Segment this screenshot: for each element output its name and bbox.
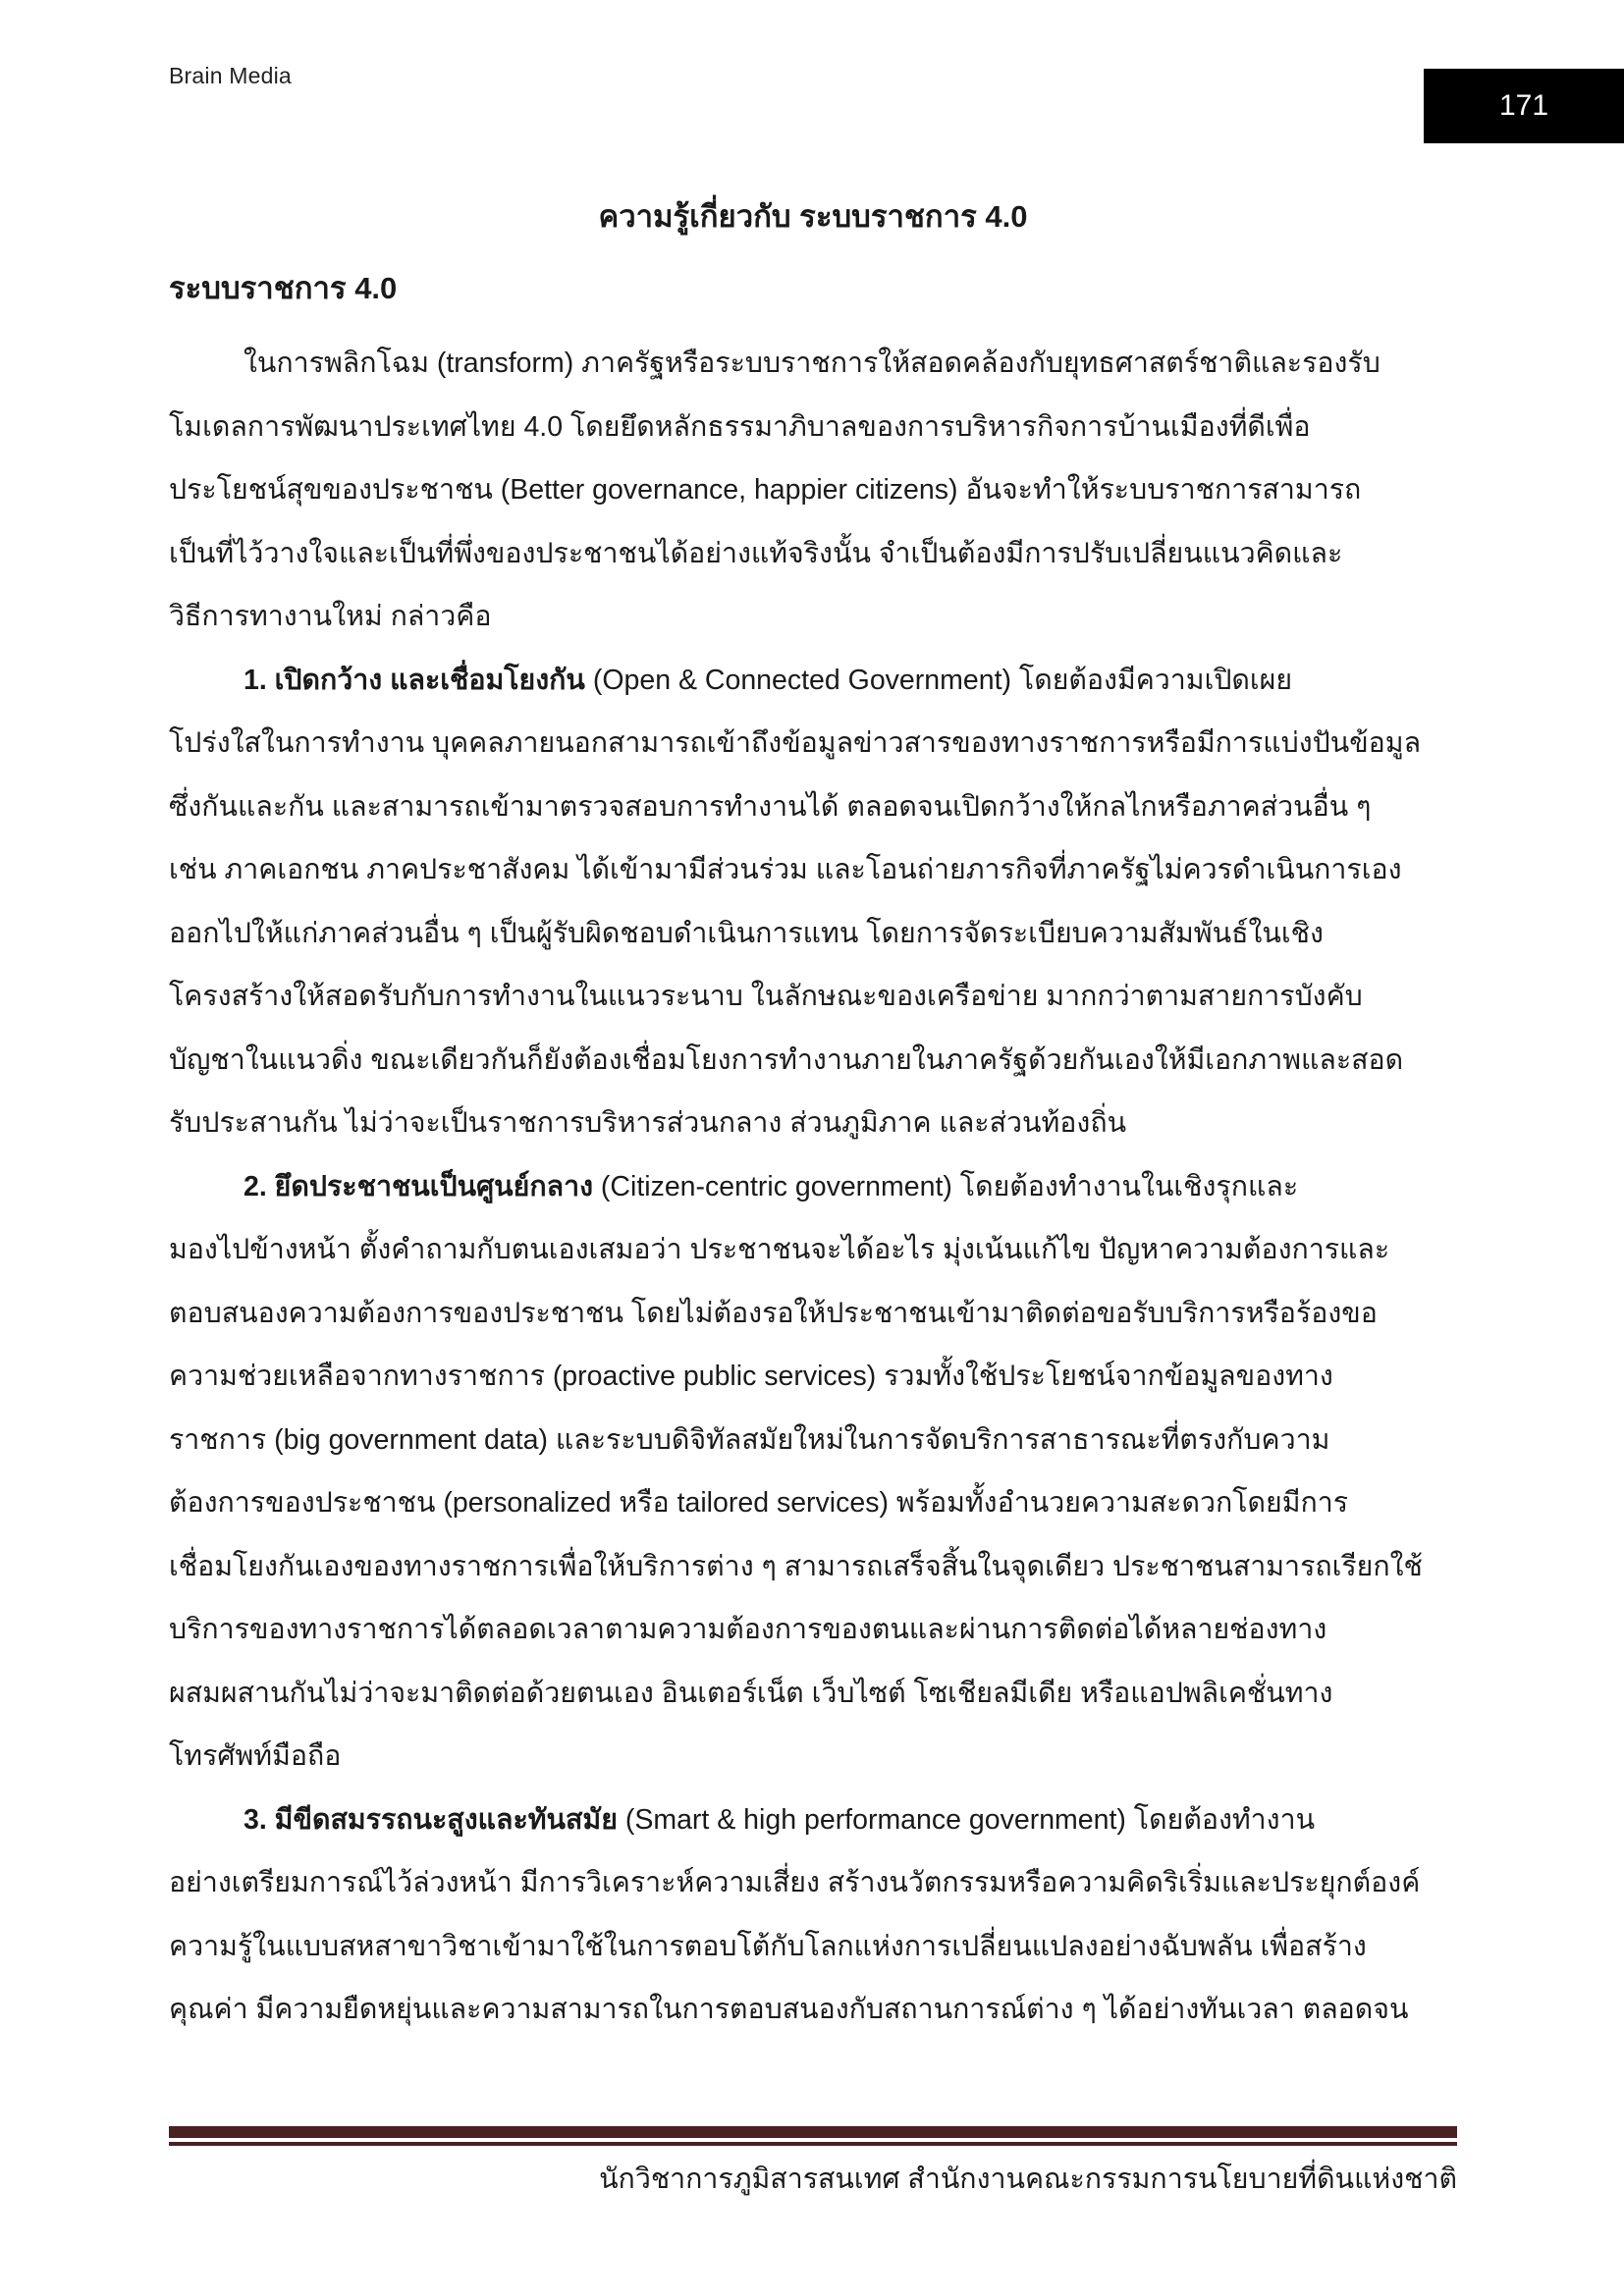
body-line-text-run: เชื่อมโยงกันเองของทางราชการเพื่อให้บริการต่าง ๆ สามารถเสร็จสิ้นในจุดเดียว ประชาชนสามารถเรียกใช้ — [169, 1550, 1423, 1582]
body-line — [169, 965, 1461, 1029]
body-line-text-run: ออกไปให้แก่ภาคส่วนอื่น ๆ เป็นผู้รับผิดชอบดำเนินการแทน โดยการจัดระเบียบความสัมพันธ์ในเชิง — [169, 917, 1324, 949]
body-line-text-run: ตอบสนองความต้องการของประชาชน โดยไม่ต้องรอให้ประชาชนเข้ามาติดต่อขอรับบริการหรือร้องขอ — [169, 1297, 1378, 1329]
body-line-text-run: ประโยชน์สุขของประชาชน (Better governance, happier citizens) อันจะทำให้ระบบราชการสามารถ — [169, 474, 1362, 506]
body-line-text-run: มองไปข้างหน้า ตั้งคำถามกับตนเองเสมอว่า ประชาชนจะได้อะไร มุ่งเน้นแก้ไข ปัญหาความต้องการและ — [169, 1234, 1390, 1265]
body-line — [169, 1915, 1461, 1979]
body-line-text-run: อย่างเตรียมการณ์ไว้ล่วงหน้า มีการวิเคราะห์ความเสี่ยง สร้างนวัตกรรมหรือความคิดริเริ่มและประยุกต์องค์ — [169, 1867, 1421, 1898]
body-line-text-run: คุณค่า มีความยืดหยุ่นและความสามารถในการตอบสนองกับสถานการณ์ต่าง ๆ ได้อย่างทันเวลา ตลอดจน — [169, 1994, 1409, 2025]
body-line-text-run: ซึ่งกันและกัน และสามารถเข้ามาตรวจสอบการทำงานได้ ตลอดจนเปิดกว้างให้กลไกหรือภาคส่วนอื่น ๆ — [169, 790, 1372, 823]
body-line-text-run: (Smart & high performance government) โดยต้องทำงาน — [617, 1803, 1316, 1836]
body-line-text-run: โปร่งใสในการทำงาน บุคคลภายนอกสามารถเข้าถึงข้อมูลข่าวสารของทางราชการหรือมีการแบ่งปันข้อมูล — [169, 727, 1422, 759]
body-line — [169, 712, 1461, 775]
body-line — [169, 1725, 1461, 1789]
body-line-text-run: ในการพลิกโฉม (transform) ภาครัฐหรือระบบราชการให้สอดคล้องกับยุทธศาสตร์ชาติและรองรับ — [244, 347, 1380, 379]
body-line — [169, 1598, 1461, 1662]
body-line — [169, 332, 1461, 396]
body-line — [169, 1662, 1461, 1726]
body-line-text-run: ต้องการของประชาชน (personalized หรือ tailored services) พร้อมทั้งอำนวยความสะดวกโดยมีการ — [169, 1487, 1349, 1519]
body-line-text-run: ผสมผสานกันไม่ว่าจะมาติดต่อด้วยตนเอง อินเตอร์เน็ต เว็บไซต์ โซเชียลมีเดีย หรือแอปพลิเคชั่นทาง — [169, 1677, 1333, 1709]
body-line-bold-run: 3. มีขีดสมรรถนะสูงและทันสมัย — [244, 1803, 618, 1836]
body-line-text-run: (Open & Connected Government) โดยต้องมีความเปิดเผย — [584, 664, 1293, 696]
body-line-text-run: เช่น ภาคเอกชน ภาคประชาสังคม ได้เข้ามามีส่วนร่วม และโอนถ่ายภารกิจที่ภาครัฐไม่ควรดำเนินการเอง — [169, 854, 1402, 885]
footer-credit: นักวิชาการภูมิสารสนเทศ สำนักงานคณะกรรมการนโยบายที่ดินแห่งชาติ — [599, 2163, 1457, 2195]
brand-label: Brain Media — [169, 63, 292, 88]
body-line — [169, 396, 1461, 459]
body-line-bold-run: 1. เปิดกว้าง และเชื่อมโยงกัน — [244, 664, 585, 696]
body-line — [169, 838, 1461, 902]
body-line — [169, 1978, 1461, 2042]
body-line — [169, 1789, 1461, 1852]
body-line — [169, 1029, 1461, 1093]
page-number-box — [1424, 69, 1624, 143]
body-line-text-run: ความช่วยเหลือจากทางราชการ (proactive public services) รวมทั้งใช้ประโยชน์จากข้อมูลของทาง — [169, 1361, 1333, 1392]
page-number: 171 — [1498, 89, 1549, 122]
body-line-text-run: ความรู้ในแบบสหสาขาวิชาเข้ามาใช้ในการตอบโต้กับโลกแห่งการเปลี่ยนแปลงอย่างฉับพลัน เพื่อสร้าง — [169, 1930, 1367, 1962]
body-line — [169, 522, 1461, 586]
body-line — [169, 1535, 1461, 1599]
body-line-text-run: โครงสร้างให้สอดรับกับการทำงานในแนวระนาบ ในลักษณะของเครือข่าย มากกว่าตามสายการบังคับ — [169, 981, 1363, 1012]
body-line — [169, 775, 1461, 839]
body-line-text-run: ราชการ (big government data) และระบบดิจิทัลสมัยใหม่ในการจัดบริการสาธารณะที่ตรงกับความ — [169, 1423, 1330, 1456]
body-line — [169, 585, 1461, 649]
document-title: ความรู้เกี่ยวกับ ระบบราชการ 4.0 — [598, 199, 1028, 234]
body-line-text-run: วิธีการทางานใหม่ กล่าวคือ — [169, 601, 492, 632]
body-line-text-run: บริการของทางราชการได้ตลอดเวลาตามความต้องการของตนและผ่านการติดต่อได้หลายช่องทาง — [169, 1614, 1327, 1645]
page-header — [169, 59, 1624, 147]
body-line — [169, 1282, 1461, 1346]
body-line — [169, 1218, 1461, 1282]
body-line — [169, 1851, 1461, 1915]
section-heading: ระบบราชการ 4.0 — [169, 271, 398, 305]
body-line — [169, 649, 1461, 713]
footer-rule — [169, 2126, 1457, 2146]
page-footer — [169, 2126, 1457, 2199]
body-line — [169, 1345, 1461, 1409]
body-line-text-run: โมเดลการพัฒนาประเทศไทย 4.0 โดยยึดหลักธรรมาภิบาลของการบริหารกิจการบ้านเมืองที่ดีเพื่อ — [169, 410, 1311, 443]
body-line — [169, 458, 1461, 522]
body-line — [169, 1155, 1461, 1219]
body-line — [169, 1409, 1461, 1472]
body-line-bold-run: 2. ยึดประชาชนเป็นศูนย์กลาง — [244, 1170, 593, 1202]
document-body — [169, 332, 1461, 2042]
body-line-text-run: เป็นที่ไว้วางใจและเป็นที่พึ่งของประชาชนได้อย่างแท้จริงนั้น จำเป็นต้องมีการปรับเปลี่ยนแนวคิดและ — [169, 537, 1343, 569]
body-line — [169, 1471, 1461, 1535]
body-line-text-run: (Citizen-centric government) โดยต้องทำงานในเชิงรุกและ — [593, 1170, 1299, 1202]
body-line — [169, 1092, 1461, 1155]
body-line-text-run: รับประสานกัน ไม่ว่าจะเป็นราชการบริหารส่วนกลาง ส่วนภูมิภาค และส่วนท้องถิ่น — [169, 1107, 1127, 1139]
body-line-text-run: โทรศัพท์มือถือ — [169, 1740, 342, 1772]
body-line — [169, 902, 1461, 966]
body-line-text-run: บัญชาในแนวดิ่ง ขณะเดียวกันก็ยังต้องเชื่อมโยงการทำงานภายในภาครัฐด้วยกันเองให้มีเอกภาพและสอด — [169, 1043, 1404, 1076]
